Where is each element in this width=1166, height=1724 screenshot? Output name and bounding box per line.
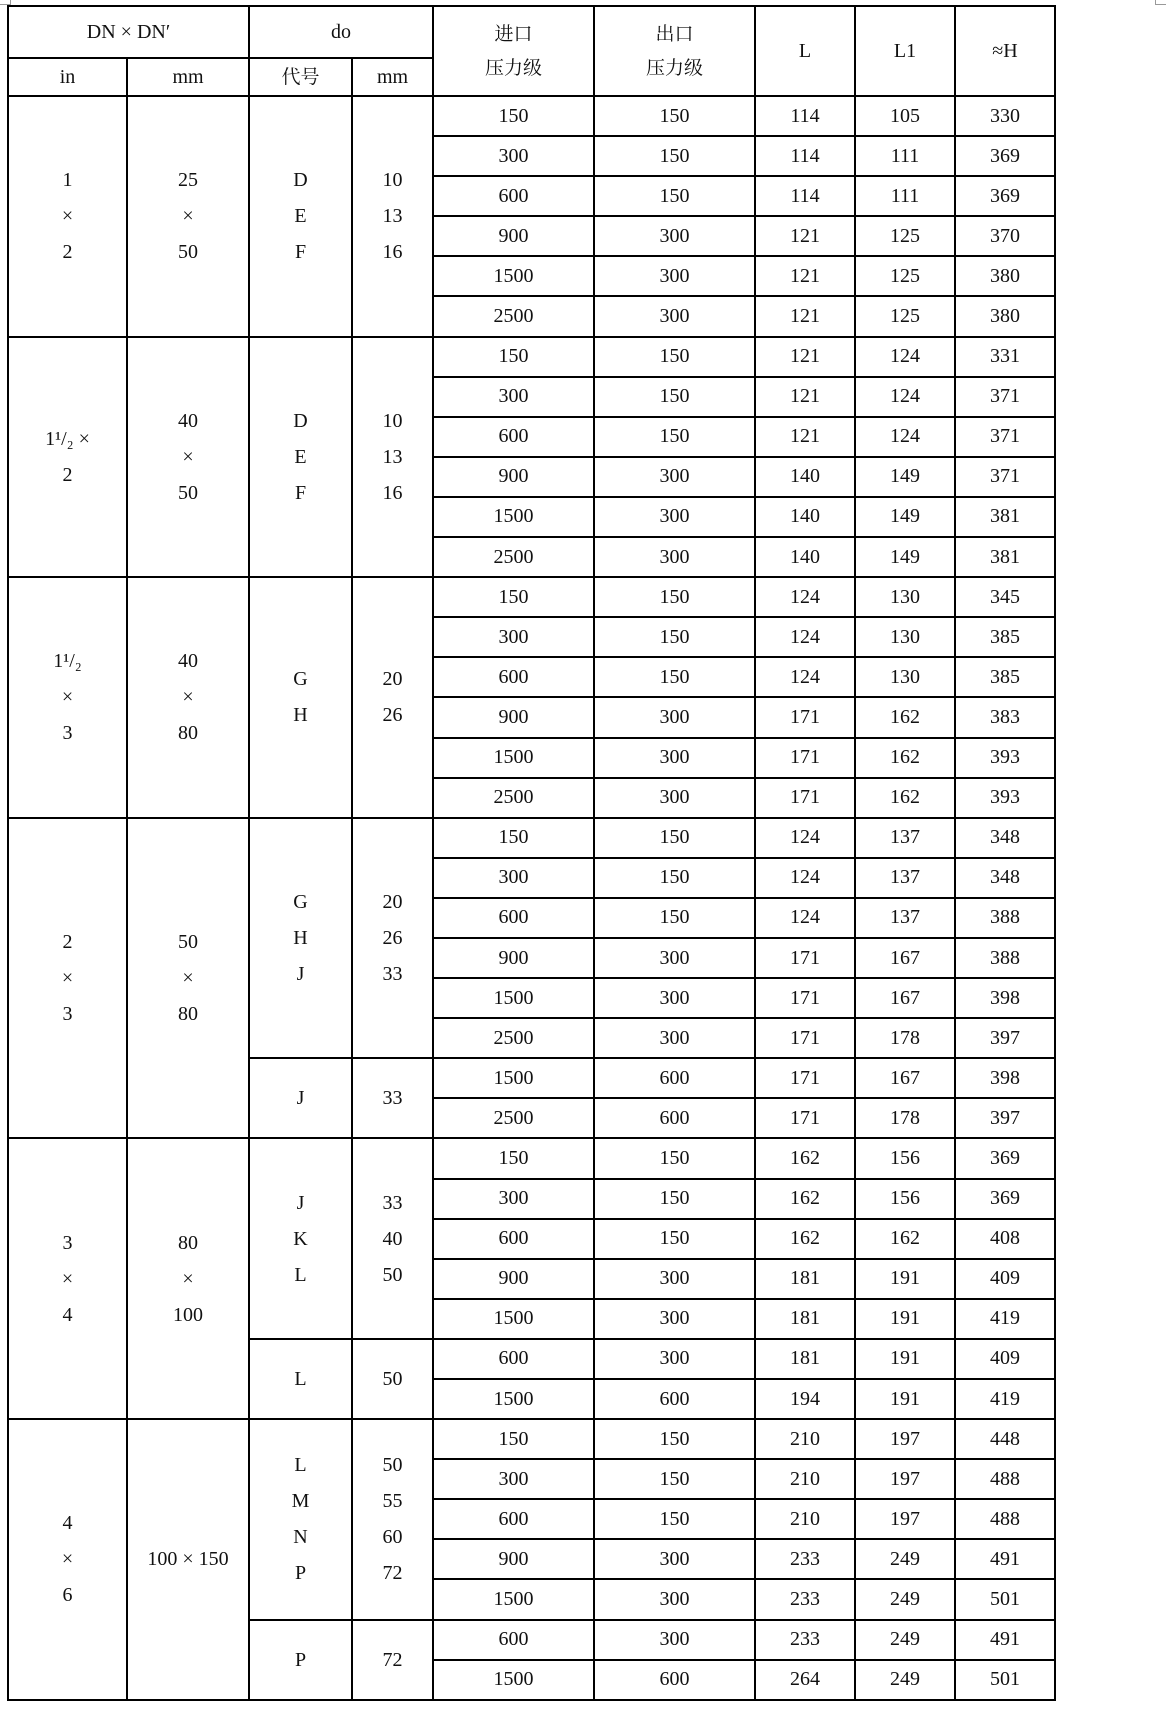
L1-cell: 167	[855, 978, 955, 1018]
orifice-mm-cell: 20 26 33	[352, 818, 433, 1059]
inlet-class-cell: 600	[433, 1499, 594, 1539]
L-cell: 162	[755, 1138, 855, 1178]
outlet-class-cell: 300	[594, 1259, 755, 1299]
H-cell: 348	[955, 818, 1055, 858]
L1-cell: 137	[855, 858, 955, 898]
header-do-mm: mm	[352, 58, 433, 96]
inlet-class-cell: 150	[433, 337, 594, 377]
outlet-class-cell: 300	[594, 216, 755, 256]
outlet-class-cell: 150	[594, 1459, 755, 1499]
H-cell: 385	[955, 617, 1055, 657]
outlet-class-cell: 300	[594, 1620, 755, 1660]
H-cell: 398	[955, 1058, 1055, 1098]
outlet-class-cell: 150	[594, 377, 755, 417]
L1-cell: 162	[855, 738, 955, 778]
H-cell: 488	[955, 1499, 1055, 1539]
outlet-class-cell: 300	[594, 978, 755, 1018]
L1-cell: 125	[855, 256, 955, 296]
orifice-mm-cell: 72	[352, 1620, 433, 1700]
outlet-class-cell: 300	[594, 537, 755, 577]
H-cell: 369	[955, 136, 1055, 176]
size-in-cell: 1¹/₂ × 2	[8, 337, 127, 578]
inlet-class-cell: 150	[433, 577, 594, 617]
inlet-class-cell: 2500	[433, 1018, 594, 1058]
outlet-class-cell: 150	[594, 417, 755, 457]
outlet-class-cell: 300	[594, 256, 755, 296]
outlet-class-cell: 150	[594, 1419, 755, 1459]
dimension-table	[7, 5, 1056, 1701]
H-cell: 369	[955, 176, 1055, 216]
outlet-class-cell: 150	[594, 1219, 755, 1259]
size-in-cell: 4 × 6	[8, 1419, 127, 1700]
L-cell: 124	[755, 577, 855, 617]
orifice-code-cell: D E F	[249, 337, 352, 578]
L1-cell: 137	[855, 898, 955, 938]
L-cell: 194	[755, 1379, 855, 1419]
L-cell: 121	[755, 337, 855, 377]
L1-cell: 197	[855, 1419, 955, 1459]
H-cell: 409	[955, 1259, 1055, 1299]
orifice-code-cell: P	[249, 1620, 352, 1700]
orifice-code-cell: J	[249, 1058, 352, 1138]
table-row	[8, 818, 1055, 858]
size-mm-cell: 80 × 100	[127, 1138, 249, 1419]
header-row-top	[8, 6, 1055, 58]
L1-cell: 162	[855, 1219, 955, 1259]
L-cell: 171	[755, 1058, 855, 1098]
inlet-class-cell: 900	[433, 1259, 594, 1299]
H-cell: 419	[955, 1299, 1055, 1339]
inlet-class-cell: 1500	[433, 1058, 594, 1098]
L1-cell: 191	[855, 1299, 955, 1339]
L-cell: 264	[755, 1660, 855, 1700]
H-cell: 369	[955, 1138, 1055, 1178]
L-cell: 114	[755, 136, 855, 176]
inlet-class-cell: 150	[433, 96, 594, 136]
L-cell: 124	[755, 858, 855, 898]
orifice-mm-cell: 10 13 16	[352, 96, 433, 337]
orifice-code-cell: L	[249, 1339, 352, 1419]
L1-cell: 149	[855, 537, 955, 577]
orifice-code-cell: L M N P	[249, 1419, 352, 1619]
inlet-class-cell: 900	[433, 697, 594, 737]
L1-cell: 125	[855, 216, 955, 256]
size-in-cell: 3 × 4	[8, 1138, 127, 1419]
L1-cell: 178	[855, 1018, 955, 1058]
L-cell: 121	[755, 216, 855, 256]
outlet-class-cell: 150	[594, 657, 755, 697]
L1-cell: 130	[855, 577, 955, 617]
H-cell: 388	[955, 938, 1055, 978]
spec-sheet	[7, 5, 1056, 1701]
H-cell: 371	[955, 457, 1055, 497]
table-row	[8, 1419, 1055, 1459]
L-cell: 121	[755, 296, 855, 336]
H-cell: 397	[955, 1018, 1055, 1058]
inlet-class-cell: 600	[433, 1620, 594, 1660]
inlet-class-cell: 900	[433, 216, 594, 256]
orifice-mm-cell: 50 55 60 72	[352, 1419, 433, 1619]
L1-cell: 156	[855, 1179, 955, 1219]
inlet-class-cell: 2500	[433, 296, 594, 336]
header-mm: mm	[127, 58, 249, 96]
inlet-class-cell: 900	[433, 457, 594, 497]
H-cell: 385	[955, 657, 1055, 697]
L1-cell: 149	[855, 457, 955, 497]
L1-cell: 191	[855, 1259, 955, 1299]
inlet-class-cell: 1500	[433, 738, 594, 778]
size-in-cell: 1¹/₂ × 3	[8, 577, 127, 818]
L-cell: 233	[755, 1579, 855, 1619]
outlet-class-cell: 600	[594, 1660, 755, 1700]
H-cell: 348	[955, 858, 1055, 898]
inlet-class-cell: 600	[433, 417, 594, 457]
outlet-class-cell: 150	[594, 176, 755, 216]
L-cell: 162	[755, 1219, 855, 1259]
L1-cell: 197	[855, 1499, 955, 1539]
inlet-class-cell: 600	[433, 176, 594, 216]
L1-cell: 124	[855, 377, 955, 417]
orifice-mm-cell: 50	[352, 1339, 433, 1419]
L-cell: 114	[755, 96, 855, 136]
inlet-class-cell: 600	[433, 1339, 594, 1379]
L1-cell: 162	[855, 778, 955, 818]
inlet-class-cell: 1500	[433, 1379, 594, 1419]
outlet-class-cell: 150	[594, 858, 755, 898]
L1-cell: 149	[855, 497, 955, 537]
L-cell: 171	[755, 1098, 855, 1138]
H-cell: 501	[955, 1660, 1055, 1700]
outlet-class-cell: 150	[594, 818, 755, 858]
L1-cell: 105	[855, 96, 955, 136]
L-cell: 171	[755, 697, 855, 737]
L1-cell: 167	[855, 938, 955, 978]
L-cell: 171	[755, 978, 855, 1018]
H-cell: 380	[955, 256, 1055, 296]
header-code: 代号	[249, 58, 352, 96]
orifice-code-cell: G H J	[249, 818, 352, 1059]
L-cell: 171	[755, 1018, 855, 1058]
inlet-class-cell: 150	[433, 1419, 594, 1459]
inlet-class-cell: 300	[433, 858, 594, 898]
L-cell: 124	[755, 818, 855, 858]
outlet-class-cell: 150	[594, 617, 755, 657]
size-mm-cell: 25 × 50	[127, 96, 249, 337]
H-cell: 409	[955, 1339, 1055, 1379]
outlet-class-cell: 150	[594, 1179, 755, 1219]
inlet-class-cell: 300	[433, 136, 594, 176]
size-mm-cell: 100 × 150	[127, 1419, 249, 1700]
L-cell: 121	[755, 256, 855, 296]
outlet-class-cell: 150	[594, 136, 755, 176]
orifice-code-cell: D E F	[249, 96, 352, 337]
inlet-class-cell: 300	[433, 377, 594, 417]
inlet-class-cell: 150	[433, 818, 594, 858]
inlet-class-cell: 2500	[433, 1098, 594, 1138]
outlet-class-cell: 150	[594, 1138, 755, 1178]
table-row	[8, 96, 1055, 136]
inlet-class-cell: 300	[433, 1179, 594, 1219]
inlet-class-cell: 1500	[433, 1660, 594, 1700]
inlet-class-cell: 300	[433, 617, 594, 657]
size-mm-cell: 40 × 50	[127, 337, 249, 578]
L1-cell: 249	[855, 1579, 955, 1619]
H-cell: 393	[955, 778, 1055, 818]
outlet-class-cell: 300	[594, 296, 755, 336]
H-cell: 369	[955, 1179, 1055, 1219]
orifice-code-cell: G H	[249, 577, 352, 818]
header-outlet-class: 出口 压力级	[594, 6, 755, 96]
L-cell: 171	[755, 938, 855, 978]
size-mm-cell: 50 × 80	[127, 818, 249, 1139]
L-cell: 171	[755, 738, 855, 778]
outlet-class-cell: 300	[594, 778, 755, 818]
inlet-class-cell: 1500	[433, 1299, 594, 1339]
H-cell: 330	[955, 96, 1055, 136]
header-H: ≈H	[955, 6, 1055, 96]
L1-cell: 167	[855, 1058, 955, 1098]
orifice-mm-cell: 33	[352, 1058, 433, 1138]
L-cell: 140	[755, 457, 855, 497]
orifice-mm-cell: 10 13 16	[352, 337, 433, 578]
outlet-class-cell: 300	[594, 1339, 755, 1379]
H-cell: 388	[955, 898, 1055, 938]
outlet-class-cell: 150	[594, 1499, 755, 1539]
L1-cell: 124	[855, 337, 955, 377]
outlet-class-cell: 300	[594, 1299, 755, 1339]
size-in-cell: 2 × 3	[8, 818, 127, 1139]
H-cell: 371	[955, 417, 1055, 457]
table-row	[8, 1138, 1055, 1178]
L1-cell: 124	[855, 417, 955, 457]
L1-cell: 197	[855, 1459, 955, 1499]
L-cell: 121	[755, 377, 855, 417]
size-mm-cell: 40 × 80	[127, 577, 249, 818]
outlet-class-cell: 150	[594, 337, 755, 377]
H-cell: 331	[955, 337, 1055, 377]
L-cell: 121	[755, 417, 855, 457]
page-corner-mark-right	[1155, 0, 1166, 5]
L1-cell: 249	[855, 1539, 955, 1579]
L-cell: 210	[755, 1499, 855, 1539]
H-cell: 491	[955, 1620, 1055, 1660]
H-cell: 419	[955, 1379, 1055, 1419]
inlet-class-cell: 600	[433, 898, 594, 938]
outlet-class-cell: 300	[594, 1018, 755, 1058]
L1-cell: 111	[855, 136, 955, 176]
inlet-class-cell: 150	[433, 1138, 594, 1178]
L1-cell: 249	[855, 1620, 955, 1660]
L1-cell: 111	[855, 176, 955, 216]
H-cell: 397	[955, 1098, 1055, 1138]
header-dn: DN × DN′	[8, 6, 249, 58]
orifice-mm-cell: 20 26	[352, 577, 433, 818]
L-cell: 171	[755, 778, 855, 818]
L1-cell: 191	[855, 1379, 955, 1419]
table-row	[8, 337, 1055, 377]
inlet-class-cell: 1500	[433, 978, 594, 1018]
L1-cell: 156	[855, 1138, 955, 1178]
L-cell: 181	[755, 1339, 855, 1379]
L1-cell: 162	[855, 697, 955, 737]
outlet-class-cell: 300	[594, 1539, 755, 1579]
header-L: L	[755, 6, 855, 96]
L-cell: 181	[755, 1299, 855, 1339]
inlet-class-cell: 1500	[433, 1579, 594, 1619]
H-cell: 370	[955, 216, 1055, 256]
L1-cell: 249	[855, 1660, 955, 1700]
inlet-class-cell: 1500	[433, 256, 594, 296]
outlet-class-cell: 600	[594, 1379, 755, 1419]
L-cell: 124	[755, 657, 855, 697]
H-cell: 501	[955, 1579, 1055, 1619]
L1-cell: 137	[855, 818, 955, 858]
H-cell: 488	[955, 1459, 1055, 1499]
inlet-class-cell: 300	[433, 1459, 594, 1499]
outlet-class-cell: 300	[594, 497, 755, 537]
L-cell: 162	[755, 1179, 855, 1219]
orifice-code-cell: J K L	[249, 1138, 352, 1338]
header-in: in	[8, 58, 127, 96]
L-cell: 114	[755, 176, 855, 216]
L-cell: 124	[755, 898, 855, 938]
H-cell: 491	[955, 1539, 1055, 1579]
H-cell: 448	[955, 1419, 1055, 1459]
H-cell: 380	[955, 296, 1055, 336]
H-cell: 383	[955, 697, 1055, 737]
L-cell: 140	[755, 497, 855, 537]
outlet-class-cell: 300	[594, 1579, 755, 1619]
L-cell: 233	[755, 1539, 855, 1579]
L1-cell: 125	[855, 296, 955, 336]
L1-cell: 191	[855, 1339, 955, 1379]
outlet-class-cell: 600	[594, 1058, 755, 1098]
table-row	[8, 577, 1055, 617]
H-cell: 393	[955, 738, 1055, 778]
header-inlet-class: 进口 压力级	[433, 6, 594, 96]
L1-cell: 130	[855, 617, 955, 657]
outlet-class-cell: 300	[594, 738, 755, 778]
header-do: do	[249, 6, 433, 58]
outlet-class-cell: 150	[594, 898, 755, 938]
outlet-class-cell: 300	[594, 938, 755, 978]
L1-cell: 178	[855, 1098, 955, 1138]
inlet-class-cell: 2500	[433, 778, 594, 818]
L-cell: 181	[755, 1259, 855, 1299]
outlet-class-cell: 150	[594, 577, 755, 617]
outlet-class-cell: 300	[594, 457, 755, 497]
L-cell: 210	[755, 1459, 855, 1499]
H-cell: 345	[955, 577, 1055, 617]
inlet-class-cell: 600	[433, 657, 594, 697]
outlet-class-cell: 150	[594, 96, 755, 136]
L-cell: 233	[755, 1620, 855, 1660]
L-cell: 140	[755, 537, 855, 577]
header-L1: L1	[855, 6, 955, 96]
H-cell: 371	[955, 377, 1055, 417]
inlet-class-cell: 2500	[433, 537, 594, 577]
H-cell: 408	[955, 1219, 1055, 1259]
H-cell: 381	[955, 497, 1055, 537]
outlet-class-cell: 300	[594, 697, 755, 737]
inlet-class-cell: 900	[433, 1539, 594, 1579]
orifice-mm-cell: 33 40 50	[352, 1138, 433, 1338]
H-cell: 398	[955, 978, 1055, 1018]
outlet-class-cell: 600	[594, 1098, 755, 1138]
inlet-class-cell: 900	[433, 938, 594, 978]
L-cell: 124	[755, 617, 855, 657]
inlet-class-cell: 1500	[433, 497, 594, 537]
size-in-cell: 1 × 2	[8, 96, 127, 337]
L-cell: 210	[755, 1419, 855, 1459]
inlet-class-cell: 600	[433, 1219, 594, 1259]
H-cell: 381	[955, 537, 1055, 577]
table-body	[8, 96, 1055, 1700]
L1-cell: 130	[855, 657, 955, 697]
